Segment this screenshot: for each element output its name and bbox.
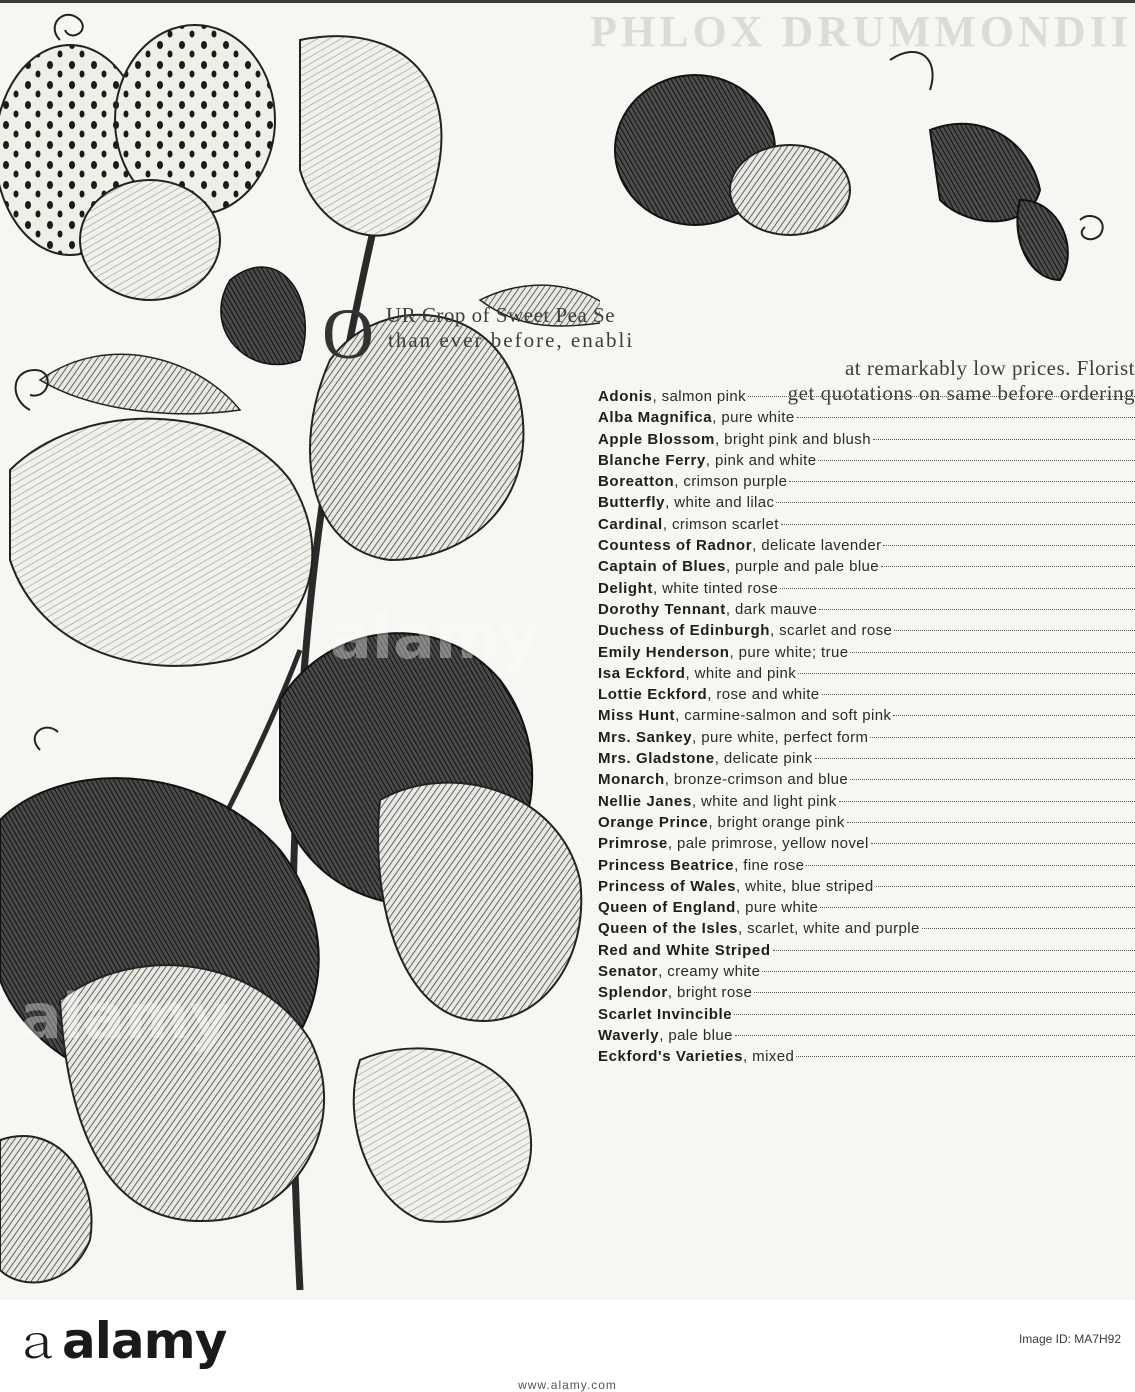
- variety-item: [598, 812, 1135, 833]
- dot-leader: [789, 481, 1135, 482]
- variety-name: Apple Blossom: [598, 429, 715, 450]
- dot-leader: [781, 524, 1135, 525]
- variety-name: Duchess of Edinburgh: [598, 620, 770, 641]
- dot-leader: [798, 673, 1135, 674]
- variety-item: [598, 407, 1135, 428]
- dot-leader: [881, 566, 1135, 567]
- intro-line-2: than ever before, enabli: [388, 328, 634, 353]
- variety-item: [598, 599, 1135, 620]
- drop-cap: O: [322, 298, 375, 370]
- dot-leader: [796, 1056, 1135, 1057]
- variety-name: Captain of Blues: [598, 556, 726, 577]
- variety-description: , bronze-crimson and blue: [665, 769, 848, 790]
- variety-description: , fine rose: [734, 855, 804, 876]
- variety-name: Princess of Wales: [598, 876, 736, 897]
- variety-description: , bright rose: [668, 982, 752, 1003]
- variety-name: Adonis: [598, 386, 652, 407]
- watermark: alamy: [330, 600, 540, 673]
- dot-leader: [822, 694, 1135, 695]
- dot-leader: [870, 737, 1135, 738]
- variety-item: [598, 791, 1135, 812]
- variety-description: , carmine-salmon and soft pink: [675, 705, 891, 726]
- variety-description: , rose and white: [707, 684, 819, 705]
- variety-item: [598, 556, 1135, 577]
- variety-description: , bright pink and blush: [715, 429, 871, 450]
- variety-name: Alba Magnifica: [598, 407, 712, 428]
- variety-name: Dorothy Tennant: [598, 599, 726, 620]
- dot-leader: [873, 439, 1135, 440]
- variety-item: [598, 684, 1135, 705]
- variety-name: Queen of the Isles: [598, 918, 738, 939]
- site-url[interactable]: www.alamy.com: [0, 1378, 1135, 1392]
- dot-leader: [734, 1014, 1135, 1015]
- variety-name: Splendor: [598, 982, 668, 1003]
- variety-name: Butterfly: [598, 492, 665, 513]
- variety-item: [598, 1025, 1135, 1046]
- dot-leader: [893, 715, 1135, 716]
- variety-item: [598, 855, 1135, 876]
- variety-name: Emily Henderson: [598, 642, 730, 663]
- dot-leader: [871, 843, 1135, 844]
- variety-description: , white and pink: [685, 663, 796, 684]
- variety-item: [598, 876, 1135, 897]
- variety-description: , white and lilac: [665, 492, 774, 513]
- watermark: alamy: [20, 980, 230, 1053]
- dot-leader: [819, 609, 1135, 610]
- dot-leader: [850, 652, 1135, 653]
- alamy-logo[interactable]: [14, 1306, 226, 1372]
- variety-item: [598, 769, 1135, 790]
- sweet-pea-illustration: [0, 0, 600, 1300]
- variety-description: , pure white: [736, 897, 818, 918]
- variety-item: [598, 471, 1135, 492]
- variety-item: [598, 450, 1135, 471]
- variety-description: , purple and pale blue: [726, 556, 879, 577]
- variety-description: , white tinted rose: [653, 578, 778, 599]
- variety-item: [598, 642, 1135, 663]
- variety-item: [598, 897, 1135, 918]
- variety-description: , pink and white: [706, 450, 817, 471]
- variety-item: [598, 620, 1135, 641]
- variety-name: Queen of England: [598, 897, 736, 918]
- variety-item: [598, 663, 1135, 684]
- variety-item: [598, 1004, 1135, 1025]
- variety-description: , pale primrose, yellow novel: [668, 833, 869, 854]
- variety-description: , pure white; true: [730, 642, 849, 663]
- variety-description: , pure white, perfect form: [692, 727, 868, 748]
- variety-item: [598, 1046, 1135, 1067]
- dot-leader: [773, 950, 1135, 951]
- variety-description: , scarlet and rose: [770, 620, 892, 641]
- variety-item: [598, 705, 1135, 726]
- variety-item: [598, 727, 1135, 748]
- image-id: Image ID: MA7H92: [1019, 1330, 1121, 1348]
- variety-description: , delicate pink: [715, 748, 813, 769]
- variety-name: Blanche Ferry: [598, 450, 706, 471]
- variety-name: Monarch: [598, 769, 665, 790]
- variety-name: Orange Prince: [598, 812, 708, 833]
- variety-item: [598, 961, 1135, 982]
- variety-item: [598, 535, 1135, 556]
- variety-description: , white and light pink: [692, 791, 837, 812]
- variety-description: , bright orange pink: [708, 812, 844, 833]
- dot-leader: [894, 630, 1135, 631]
- variety-description: , pure white: [712, 407, 794, 428]
- variety-name: Nellie Janes: [598, 791, 692, 812]
- dot-leader: [850, 779, 1135, 780]
- dot-leader: [922, 928, 1135, 929]
- variety-description: , salmon pink: [652, 386, 746, 407]
- variety-description: , white, blue striped: [736, 876, 874, 897]
- dot-leader: [839, 801, 1135, 802]
- dot-leader: [876, 886, 1135, 887]
- dot-leader: [748, 396, 1135, 397]
- variety-description: , crimson scarlet: [663, 514, 779, 535]
- variety-name: Waverly: [598, 1025, 659, 1046]
- variety-name: Cardinal: [598, 514, 663, 535]
- variety-name: Primrose: [598, 833, 668, 854]
- variety-list: [598, 386, 1135, 1068]
- variety-item: [598, 429, 1135, 450]
- variety-description: , mixed: [743, 1046, 794, 1067]
- variety-description: , pale blue: [659, 1025, 733, 1046]
- variety-name: Delight: [598, 578, 653, 599]
- variety-description: , dark mauve: [726, 599, 818, 620]
- variety-item: [598, 833, 1135, 854]
- intro-paragraph: [300, 300, 1135, 390]
- ghost-header-text: PHLOX DRUMMONDII: [590, 6, 1132, 57]
- variety-name: Red and White Striped: [598, 940, 771, 961]
- variety-item: [598, 578, 1135, 599]
- alamy-mark-icon: ａ: [14, 1315, 59, 1369]
- variety-name: Miss Hunt: [598, 705, 675, 726]
- dot-leader: [776, 502, 1135, 503]
- variety-name: Princess Beatrice: [598, 855, 734, 876]
- dot-leader: [762, 971, 1135, 972]
- variety-name: Boreatton: [598, 471, 674, 492]
- intro-line-1: UR Crop of Sweet Pea Se: [386, 303, 615, 328]
- variety-name: Scarlet Invincible: [598, 1004, 732, 1025]
- variety-name: Lottie Eckford: [598, 684, 707, 705]
- brand-name: alamy: [62, 1312, 226, 1370]
- dot-leader: [735, 1035, 1135, 1036]
- variety-name: Countess of Radnor: [598, 535, 752, 556]
- variety-description: , creamy white: [658, 961, 760, 982]
- variety-item: [598, 492, 1135, 513]
- variety-item: [598, 940, 1135, 961]
- intro-line-3: at remarkably low prices. Florist: [300, 356, 1135, 381]
- intro-line-4: get quotations on same before ordering: [300, 381, 1135, 406]
- variety-item: [598, 982, 1135, 1003]
- dot-leader: [815, 758, 1135, 759]
- variety-item: [598, 918, 1135, 939]
- dot-leader: [754, 992, 1135, 993]
- dot-leader: [847, 822, 1135, 823]
- variety-name: Mrs. Sankey: [598, 727, 692, 748]
- dot-leader: [820, 907, 1135, 908]
- variety-name: Senator: [598, 961, 658, 982]
- variety-name: Eckford's Varieties: [598, 1046, 743, 1067]
- dot-leader: [780, 588, 1135, 589]
- variety-name: Isa Eckford: [598, 663, 685, 684]
- variety-item: [598, 386, 1135, 407]
- variety-description: , crimson purple: [674, 471, 787, 492]
- variety-description: , delicate lavender: [752, 535, 881, 556]
- dot-leader: [797, 417, 1135, 418]
- variety-item: [598, 748, 1135, 769]
- variety-item: [598, 514, 1135, 535]
- dot-leader: [818, 460, 1135, 461]
- variety-name: Mrs. Gladstone: [598, 748, 715, 769]
- variety-description: , scarlet, white and purple: [738, 918, 920, 939]
- dot-leader: [806, 865, 1135, 866]
- dot-leader: [883, 545, 1135, 546]
- sweet-pea-illustration-right: [560, 0, 1135, 300]
- stock-footer: [0, 1300, 1135, 1390]
